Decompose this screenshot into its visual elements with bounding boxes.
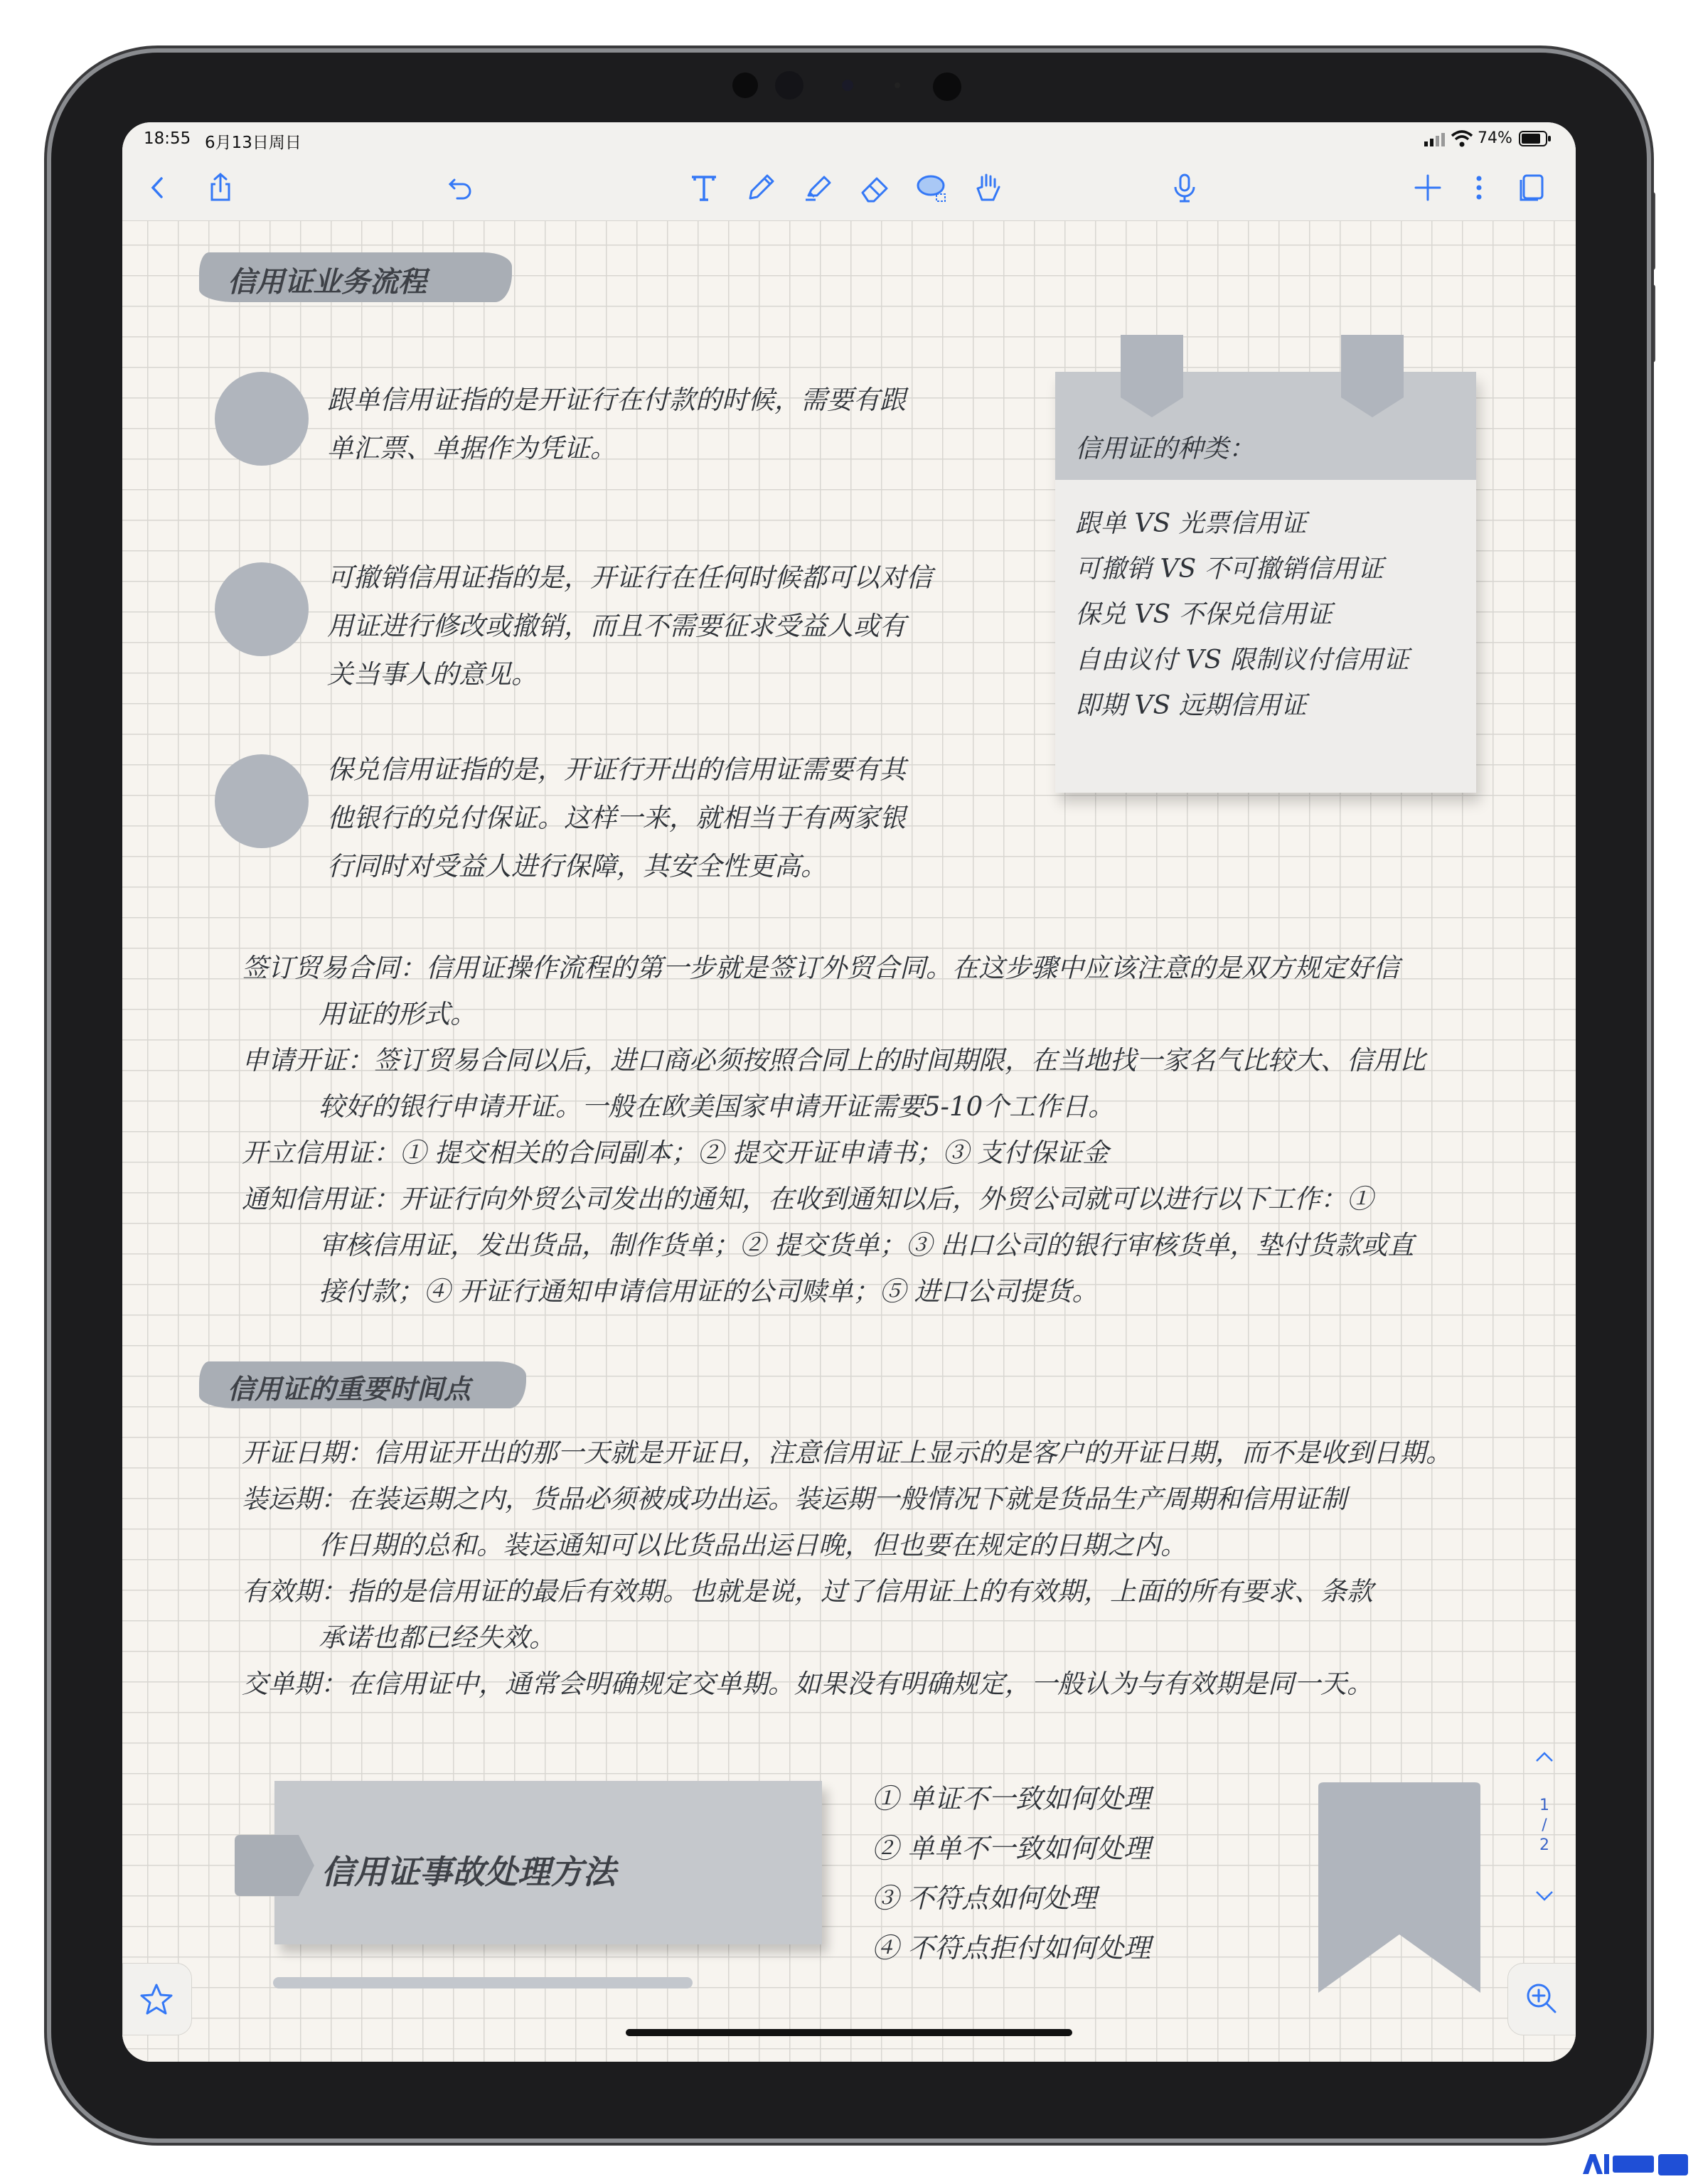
process-line: 较好的银行申请开证。一般在欧美国家申请开证需要5-10个工作日。 [319, 1091, 1115, 1122]
text-line: 关当事人的意见。 [327, 659, 538, 690]
home-indicator[interactable] [626, 2029, 1072, 2036]
process-item [242, 1130, 1459, 1176]
page-total: 2 [1539, 1836, 1549, 1854]
status-time: 18:55 [144, 129, 191, 148]
timepoint-item [242, 1476, 1459, 1568]
camera-sensor [933, 73, 961, 101]
accident-item: ② 单单不一致如何处理 [872, 1833, 1151, 1864]
bullet-circle [215, 754, 309, 848]
section-title: 信用证的重要时间点 [228, 1373, 471, 1405]
camera-dot [842, 80, 853, 91]
timepoint-line: 装运期：在装运期之内，货品必须被成功出运。装运期一般情况下就是货品生产周期和信用证制 [242, 1484, 1347, 1514]
text-line: 用证进行修改或撤销，而且不需要征求受益人或有 [327, 611, 906, 641]
process-item [242, 1176, 1459, 1315]
text-line: 可撤销信用证指的是，开证行在任何时候都可以对信 [327, 562, 932, 593]
section-title-brush [199, 252, 512, 302]
sticky-line: 即期 VS 远期信用证 [1075, 691, 1307, 720]
tab-marker-icon [1118, 335, 1186, 422]
process-line: 申请开证：签订贸易合同以后，进口商必须按照合同上的时间期限，在当地找一家名气比较大、信用比 [242, 1045, 1426, 1076]
timepoint-line: 交单期：在信用证中，通常会明确规定交单期。如果没有明确规定，一般认为与有效期是同一天。 [242, 1669, 1373, 1699]
zoom-in-icon [1524, 1981, 1559, 2016]
camera-sensor [732, 73, 758, 98]
timepoint-item [242, 1430, 1459, 1476]
bookmark-icon [1314, 1782, 1485, 1998]
sticky-list [1075, 501, 1409, 729]
pen-icon[interactable] [741, 168, 781, 208]
timepoint-item [242, 1661, 1459, 1707]
screen [122, 122, 1576, 2062]
bullet-circle [215, 562, 309, 656]
accident-item: ③ 不符点如何处理 [872, 1883, 1097, 1914]
microphone-icon[interactable] [1165, 168, 1205, 208]
watermark-logo [1581, 2150, 1689, 2178]
definition-paragraph [327, 746, 1081, 891]
accident-item: ① 单证不一致如何处理 [872, 1783, 1151, 1814]
sticky-note [1055, 372, 1476, 793]
process-line: 用证的形式。 [319, 999, 476, 1029]
text-line: 单汇票、单据作为凭证。 [327, 433, 616, 464]
tab-marker-icon [1338, 335, 1406, 422]
text-tool-icon[interactable] [684, 168, 724, 208]
hand-tool-icon[interactable] [968, 168, 1008, 208]
eraser-icon[interactable] [855, 168, 895, 208]
sensor-dot [895, 82, 900, 88]
bullet-circle [215, 372, 309, 466]
accident-list [872, 1774, 1150, 1973]
status-date: 6月13日周日 [205, 134, 301, 152]
side-button [1648, 284, 1655, 363]
page-up-icon[interactable] [1534, 1750, 1554, 1767]
definition-paragraph [327, 554, 1081, 699]
sticky-line: 保兑 VS 不保兑信用证 [1075, 600, 1333, 629]
star-icon [139, 1982, 174, 2018]
timepoint-item [242, 1568, 1459, 1661]
process-item [242, 1037, 1459, 1130]
process-line: 审核信用证，发出货品，制作货单；② 提交货单；③ 出口公司的银行审核货单，垫付货款或直 [319, 1230, 1414, 1260]
timepoint-line: 作日期的总和。装运通知可以比货品出运日晚，但也要在规定的日期之内。 [319, 1530, 1187, 1561]
text-line: 行同时对受益人进行保障，其安全性更高。 [327, 851, 827, 882]
signal-icon [1424, 132, 1445, 151]
page-current: 1 [1539, 1797, 1549, 1814]
lasso-icon[interactable] [912, 168, 951, 208]
timepoint-line: 开证日期：信用证开出的那一天就是开证日，注意信用证上显示的是客户的开证日期，而不是收到日期。 [242, 1438, 1452, 1468]
sticky-line: 跟单 VS 光票信用证 [1075, 509, 1307, 538]
camera-lens [775, 71, 803, 100]
text-line: 他银行的兑付保证。这样一来，就相当于有两家银 [327, 803, 906, 833]
zoom-button[interactable] [1507, 1963, 1576, 2035]
page-separator: / [1542, 1816, 1547, 1834]
highlighter-icon[interactable] [798, 168, 838, 208]
text-line: 保兑信用证指的是，开证行开出的信用证需要有其 [327, 754, 906, 785]
process-line: 签订贸易合同：信用证操作流程的第一步就是签订外贸合同。在这步骤中应该注意的是双方规定好信 [242, 953, 1399, 983]
arrow-tag-icon [233, 1834, 316, 1900]
wifi-icon [1451, 129, 1473, 152]
pages-icon[interactable] [1512, 168, 1552, 208]
more-icon[interactable] [1459, 168, 1499, 208]
sticky-title: 信用证的种类： [1075, 434, 1255, 464]
note-page[interactable] [122, 221, 1576, 2062]
brush-stroke [273, 1977, 693, 1988]
share-icon[interactable] [201, 168, 240, 208]
timepoint-line: 承诺也都已经失效。 [319, 1622, 555, 1653]
text-line: 跟单信用证指的是开证行在付款的时候，需要有跟 [327, 385, 906, 415]
section-title: 信用证业务流程 [228, 265, 427, 299]
section-title-brush [199, 1361, 526, 1408]
timepoint-list [122, 1430, 1459, 1707]
status-bar [122, 122, 1576, 155]
back-icon[interactable] [138, 168, 178, 208]
add-icon[interactable] [1408, 168, 1448, 208]
process-item [242, 945, 1459, 1037]
process-line: 接付款；④ 开证行通知申请信用证的公司赎单；⑤ 进口公司提货。 [319, 1276, 1099, 1307]
accident-title: 信用证事故处理方法 [321, 1853, 616, 1891]
undo-icon[interactable] [441, 168, 481, 208]
process-line: 开立信用证：① 提交相关的合同副本；② 提交开证申请书；③ 支付保证金 [242, 1138, 1109, 1168]
sticky-line: 可撤销 VS 不可撤销信用证 [1075, 555, 1384, 584]
favorite-button[interactable] [122, 1963, 192, 2035]
battery-icon [1519, 131, 1552, 151]
side-button [1648, 192, 1655, 270]
definition-paragraph [327, 376, 1081, 473]
page-down-icon[interactable] [1534, 1889, 1554, 1906]
process-list [122, 945, 1459, 1315]
timepoint-line: 有效期：指的是信用证的最后有效期。也就是说，过了信用证上的有效期，上面的所有要求、条款 [242, 1576, 1373, 1607]
toolbar [122, 155, 1576, 221]
process-line: 通知信用证：开证行向外贸公司发出的通知，在收到通知以后，外贸公司就可以进行以下工作：① [242, 1184, 1373, 1214]
battery-percent: 74% [1478, 129, 1512, 147]
sticky-line: 自由议付 VS 限制议付信用证 [1075, 646, 1409, 675]
page-navigator [1529, 1743, 1560, 1927]
accident-item: ④ 不符点拒付如何处理 [872, 1932, 1151, 1964]
